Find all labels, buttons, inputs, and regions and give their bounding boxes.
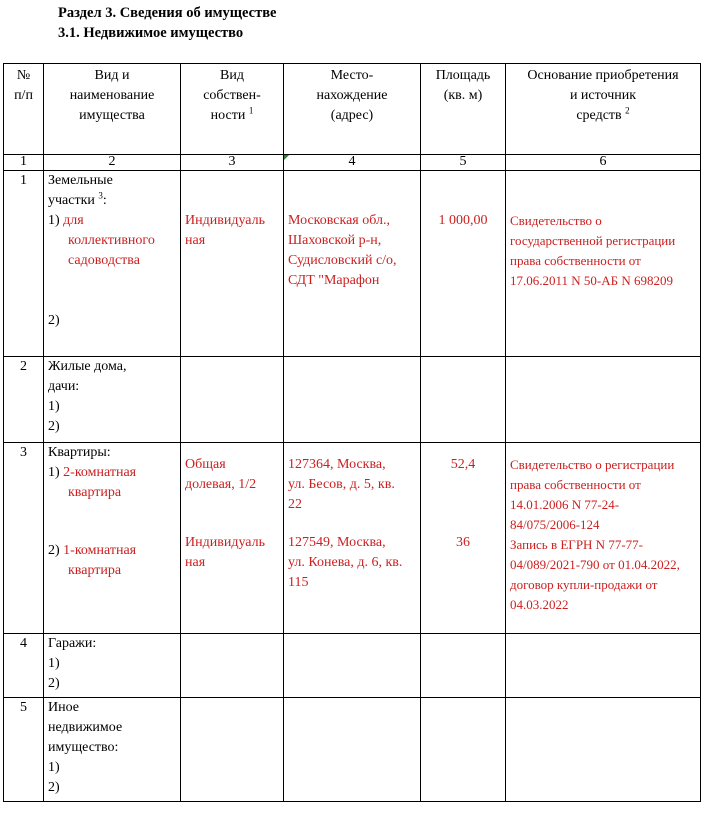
footnote-3: 3 bbox=[98, 190, 103, 201]
ownership-cell bbox=[181, 634, 284, 698]
row-number: 4 bbox=[4, 634, 44, 698]
table-row-other bbox=[4, 698, 701, 802]
property-type-cell: Квартиры: 1) 2-комнатная квартира 2) 1-комнатная квартира bbox=[44, 443, 181, 634]
row-number: 5 bbox=[4, 698, 44, 802]
footnote-1: 1 bbox=[248, 105, 254, 116]
header-number: № п/п bbox=[4, 64, 44, 155]
cell-marker-icon bbox=[284, 155, 289, 160]
column-number: 2 bbox=[44, 155, 181, 171]
ownership-cell bbox=[181, 698, 284, 802]
area-cell bbox=[421, 357, 506, 443]
acquisition-basis-cell: Свидетельство о регистрации права собственности от 14.01.2006 N 77-24- 84/075/2006-124 Запись в ЕГРН N 77-77- 04/089/2021-790 от 01.04.2022, договор купли-продажи от 04.03.2022 bbox=[506, 443, 701, 634]
property-type-cell: Гаражи: 1) 2) bbox=[44, 634, 181, 698]
header-property-type: Вид и наименование имущества bbox=[44, 64, 181, 155]
area-cell bbox=[421, 698, 506, 802]
property-type-cell: Жилые дома, дачи: 1) 2) bbox=[44, 357, 181, 443]
acquisition-basis-cell: Свидетельство о государственной регистрации права собственности от 17.06.2011 N 50-АБ N 698209 bbox=[506, 171, 701, 357]
address-cell bbox=[284, 634, 421, 698]
address-cell bbox=[284, 357, 421, 443]
header-ownership-type: Вид собствен- ности $^1$ bbox=[181, 64, 284, 155]
acquisition-basis-cell bbox=[506, 634, 701, 698]
column-number: 5 bbox=[421, 155, 506, 171]
header-location: Место- нахождение (адрес) bbox=[284, 64, 421, 155]
table-row-houses bbox=[4, 357, 701, 443]
property-type-cell: Земельные участки $^3$: 1) для коллективного садоводства 2) bbox=[44, 171, 181, 357]
real-estate-table bbox=[3, 63, 701, 802]
area-cell: 52,4 36 bbox=[421, 443, 506, 634]
section-title: Раздел 3. Сведения об имуществе bbox=[58, 5, 277, 21]
column-number: 4 bbox=[284, 155, 421, 171]
column-number: 6 bbox=[506, 155, 701, 171]
area-cell: 1 000,00 bbox=[421, 171, 506, 357]
column-number: 3 bbox=[181, 155, 284, 171]
row-number: 2 bbox=[4, 357, 44, 443]
address-cell bbox=[284, 698, 421, 802]
table-row-land bbox=[4, 171, 701, 357]
acquisition-basis-cell bbox=[506, 698, 701, 802]
column-number: 1 bbox=[4, 155, 44, 171]
column-numbers-row bbox=[4, 155, 701, 171]
property-type-cell: Иное недвижимое имущество: 1) 2) bbox=[44, 698, 181, 802]
subsection-title: 3.1. Недвижимое имущество bbox=[58, 25, 244, 41]
ownership-cell bbox=[181, 357, 284, 443]
header-acquisition-basis: Основание приобретения и источник средств $^2$ bbox=[506, 64, 701, 155]
footnote-2: 2 bbox=[625, 105, 630, 116]
table-row-apartments bbox=[4, 443, 701, 634]
table-row-garages bbox=[4, 634, 701, 698]
acquisition-basis-cell bbox=[506, 357, 701, 443]
ownership-cell: Общая долевая, 1/2 Индивидуаль ная bbox=[181, 443, 284, 634]
address-cell: 127364, Москва, ул. Бесов, д. 5, кв. 22 127549, Москва, ул. Конева, д. 6, кв. 115 bbox=[284, 443, 421, 634]
row-number: 3 bbox=[4, 443, 44, 634]
header-area: Площадь (кв. м) bbox=[421, 64, 506, 155]
row-number: 1 bbox=[4, 171, 44, 357]
ownership-cell: Индивидуаль ная bbox=[181, 171, 284, 357]
address-cell: Московская обл., Шаховской р-н, Судисловский с/о, СДТ "Марафон bbox=[284, 171, 421, 357]
header-row bbox=[4, 64, 701, 155]
area-cell bbox=[421, 634, 506, 698]
